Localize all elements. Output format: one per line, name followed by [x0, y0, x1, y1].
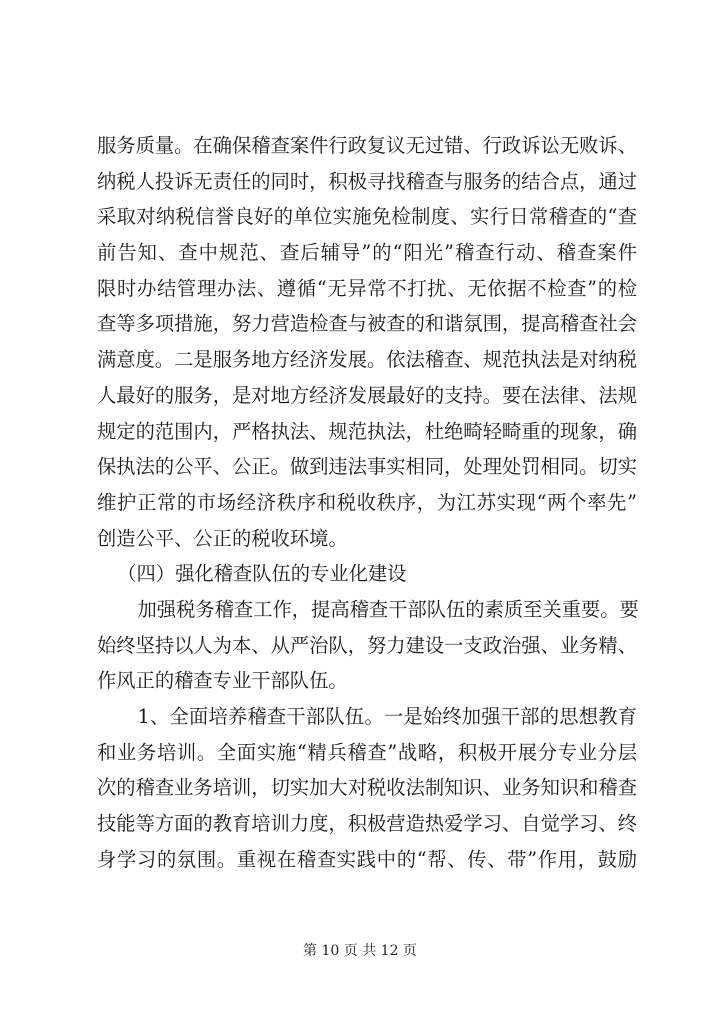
text-line: 始终坚持以人为本、从严治队，努力建设一支政治强、业务精、 — [97, 633, 637, 657]
text-line: 规定的范围内，严格执法、规范执法，杜绝畸轻畸重的现象，确 — [97, 419, 637, 443]
text-line: 1、全面培养稽查干部队伍。一是始终加强干部的思想教育 — [137, 705, 637, 728]
text-line: 服务质量。在确保稽查案件行政复议无过错、行政诉讼无败诉、 — [97, 134, 637, 157]
text-line: 加强税务稽查工作，提高稽查干部队伍的素质至关重要。要 — [137, 597, 639, 621]
text-line: 前告知、查中规范、查后辅导”的“阳光”稽查行动、稽查案件 — [97, 241, 637, 265]
text-line: 技能等方面的教育培训力度，积极营造热爱学习、自觉学习、终 — [97, 812, 637, 836]
body-text — [97, 128, 637, 877]
text-line: 作风正的稽查专业干部队伍。 — [97, 669, 348, 693]
text-line: （四）强化稽查队伍的专业化建设 — [117, 562, 407, 586]
text-line: 人最好的服务，是对地方经济发展最好的支持。要在法律、法规 — [97, 383, 637, 407]
text-line: 满意度。二是服务地方经济发展。依法稽查、规范执法是对纳税 — [97, 348, 637, 372]
text-line: 和业务培训。全面实施“精兵稽查”战略，积极开展分专业分层 — [97, 740, 637, 764]
text-line: 采取对纳税信誉良好的单位实施免检制度、实行日常稽查的“查 — [97, 205, 637, 229]
text-line: 保执法的公平、公正。做到违法事实相同，处理处罚相同。切实 — [97, 455, 637, 479]
text-line: 维护正常的市场经济秩序和税收秩序，为江苏实现“两个率先” — [97, 490, 637, 514]
text-line: 纳税人投诉无责任的同时，积极寻找稽查与服务的结合点，通过 — [97, 169, 637, 193]
text-line: 限时办结管理办法、遵循“无异常不打扰、无依据不检查”的检 — [97, 276, 637, 300]
text-line: 查等多项措施，努力营造检查与被查的和谐氛围，提高稽查社会 — [97, 312, 637, 336]
text-line: 身学习的氛围。重视在稽查实践中的“帮、传、带”作用，鼓励 — [97, 847, 637, 871]
page-footer: 第 10 页 共 12 页 — [303, 943, 417, 959]
text-line: 次的稽查业务培训，切实加大对税收法制知识、业务知识和稽查 — [97, 776, 637, 800]
text-line: 创造公平、公正的税收环境。 — [97, 526, 348, 550]
